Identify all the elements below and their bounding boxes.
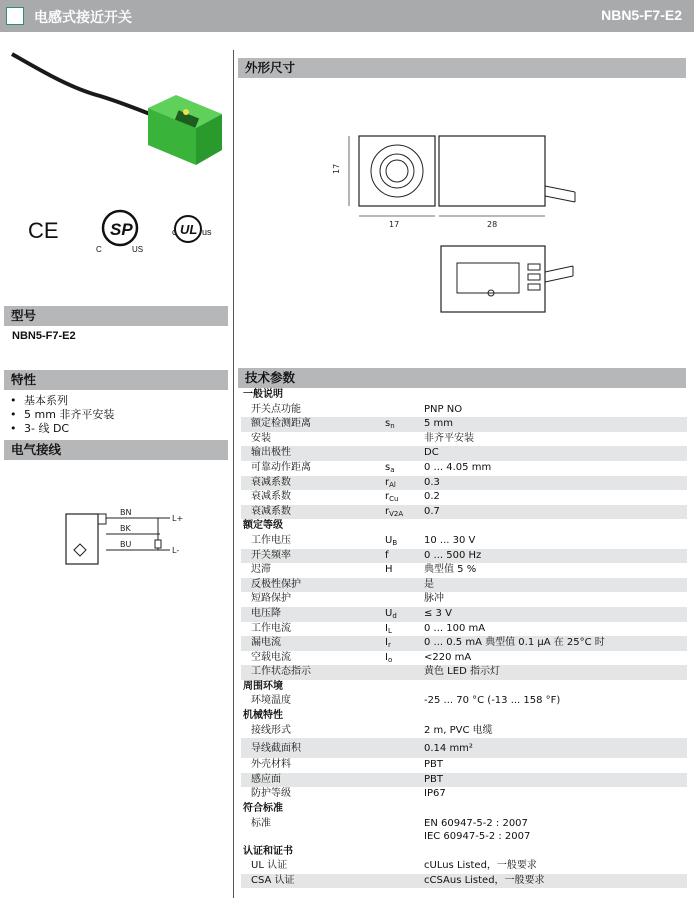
header-square-icon [6,7,24,25]
spec-section-heading [241,802,687,817]
section-label: 一般说明 [243,389,283,400]
spec-label: 可靠动作距离 [251,461,311,473]
spec-row [241,490,687,505]
feature-item: • 5 mm 非齐平安装 [10,408,115,421]
page-header [0,0,694,32]
spec-value: 0.3 [424,476,440,488]
spec-section-heading [241,388,687,403]
spec-row [241,665,687,680]
spec-value: 黄色 LED 指示灯 [424,666,500,678]
spec-symbol: H [385,564,393,576]
spec-row [241,738,687,758]
spec-label: CSA 认证 [251,874,295,886]
spec-symbol: $r_{Cu}$ [385,491,399,504]
spec-value: IP67 [424,788,446,800]
spec-value: 0 ... 500 Hz [424,549,482,561]
spec-value: 0 ... 0.5 mA 典型值 0.1 µA 在 25°C 时 [424,637,605,649]
svg-text:US: US [132,245,144,254]
spec-value: 典型值 5 % [424,564,477,576]
spec-symbol: $I_o$ [385,651,393,664]
spec-row [241,874,687,889]
spec-value: 非齐平安装 [424,432,474,444]
spec-value: PNP NO [424,403,463,415]
spec-row [241,607,687,622]
spec-label: 安装 [251,432,271,444]
spec-label: 衰减系数 [251,476,291,488]
svg-text:17: 17 [389,220,400,229]
spec-row [241,403,687,418]
spec-value: 0.2 [424,491,440,503]
svg-text:c: c [172,227,177,237]
spec-label: 环境温度 [251,695,291,707]
spec-value: 0 ... 4.05 mm [424,461,492,473]
csa-mark: SP [110,220,133,239]
spec-symbol: $s_a$ [385,461,395,474]
spec-label: UL 认证 [251,860,288,872]
section-label: 周围环境 [243,680,283,692]
spec-label: 空载电流 [251,651,291,663]
svg-text:BN: BN [120,508,132,517]
page-title: 电感式接近开关 [34,10,132,26]
spec-row [241,432,687,447]
spec-value: DC [424,447,439,459]
spec-row [241,461,687,476]
svg-text:us: us [202,227,212,237]
spec-label: 衰减系数 [251,491,291,503]
spec-row [241,859,687,874]
spec-row [241,817,687,845]
spec-row [241,694,687,709]
specs-heading: 技术参数 [238,368,686,388]
spec-label: 衰减系数 [251,505,291,517]
spec-symbol: $U_d$ [385,607,397,620]
spec-value: IEC 60947-5-2 : 2007 [424,830,531,842]
svg-text:BU: BU [120,540,132,549]
svg-text:17: 17 [332,163,341,174]
spec-label: 外壳材料 [251,759,291,771]
spec-value: <220 mA [424,651,472,663]
features-heading: 特性 [4,370,228,390]
wiring-diagram [60,500,200,570]
spec-row [241,476,687,491]
spec-label: 导线截面积 [251,743,301,755]
svg-text:L+: L+ [172,514,184,523]
spec-label: 感应面 [251,773,281,785]
spec-value: -25 ... 70 °C (-13 ... 158 °F) [424,695,561,707]
spec-value: 0.14 mm² [424,743,473,755]
type-heading: 型号 [4,306,228,326]
type-value: NBN5-F7-E2 [12,330,76,342]
wiring-heading: 电气接线 [4,440,228,460]
spec-symbol: $r_{Al}$ [385,476,396,489]
spec-value: EN 60947-5-2 : 2007 [424,817,528,829]
spec-value: 10 ... 30 V [424,534,476,546]
spec-symbol: $U_B$ [385,534,398,547]
feature-item: • 基本系列 [10,394,68,407]
spec-label: 开关频率 [251,549,291,561]
spec-label: 迟滞 [251,564,271,576]
svg-text:L-: L- [172,546,180,555]
spec-section-heading [241,519,687,534]
spec-row [241,417,687,432]
spec-label: 接线形式 [251,724,291,736]
spec-row [241,592,687,607]
spec-label: 漏电流 [251,637,281,649]
ce-mark: CE [28,218,59,243]
spec-value: cULus Listed，一般要求 [424,860,537,872]
spec-symbol: $s_n$ [385,418,395,431]
spec-label: 标准 [251,817,271,829]
spec-row [241,446,687,461]
spec-value: 脉冲 [424,593,444,605]
spec-row [241,636,687,651]
column-divider [233,50,234,898]
spec-label: 短路保护 [251,593,291,605]
spec-section-heading [241,845,687,860]
section-label: 符合标准 [243,803,283,815]
spec-label: 输出极性 [251,447,291,459]
spec-symbol: $I_L$ [385,622,392,635]
spec-row [241,758,687,773]
feature-item: • 3- 线 DC [10,422,70,435]
spec-value: 0.7 [424,505,440,517]
spec-row [241,534,687,549]
spec-symbol: $I_r$ [385,637,391,650]
spec-row [241,578,687,593]
section-label: 机械特性 [243,710,283,722]
spec-row [241,563,687,578]
spec-label: 反极性保护 [251,578,301,590]
spec-label: 开关点功能 [251,403,301,415]
spec-section-heading [241,709,687,724]
svg-text:C: C [96,245,102,254]
spec-value: 2 m, PVC 电缆 [424,724,493,736]
spec-label: 工作电流 [251,622,291,634]
spec-label: 工作电压 [251,534,291,546]
section-label: 认证和证书 [243,845,293,857]
ul-mark: UL [180,222,198,237]
svg-text:BK: BK [120,524,131,533]
spec-value: cCSAus Listed，一般要求 [424,874,545,886]
spec-symbol: $r_{V2A}$ [385,505,404,518]
svg-text:28: 28 [487,220,498,229]
model-title: NBN5-F7-E2 [601,7,682,23]
spec-row [241,773,687,788]
spec-section-heading [241,680,687,695]
spec-label: 工作状态指示 [251,666,311,678]
spec-row [241,651,687,666]
spec-value: PBT [424,759,443,771]
spec-row [241,787,687,802]
spec-value: PBT [424,773,443,785]
spec-row [241,622,687,637]
spec-label: 额定检测距离 [251,418,311,430]
spec-value: 5 mm [424,418,454,430]
spec-value: 是 [424,578,434,590]
spec-row [241,505,687,520]
spec-value: ≤ 3 V [424,607,452,619]
product-photo [0,40,230,170]
spec-row [241,724,687,739]
spec-symbol: f [385,549,389,561]
spec-label: 电压降 [251,607,281,619]
spec-label: 防护等级 [251,788,291,800]
spec-table [241,388,687,888]
section-label: 额定等级 [243,520,283,532]
dimension-drawing [325,130,595,320]
cert-logos [20,205,230,260]
dimensions-heading: 外形尺寸 [238,58,686,78]
spec-row [241,549,687,564]
spec-value: 0 ... 100 mA [424,622,486,634]
